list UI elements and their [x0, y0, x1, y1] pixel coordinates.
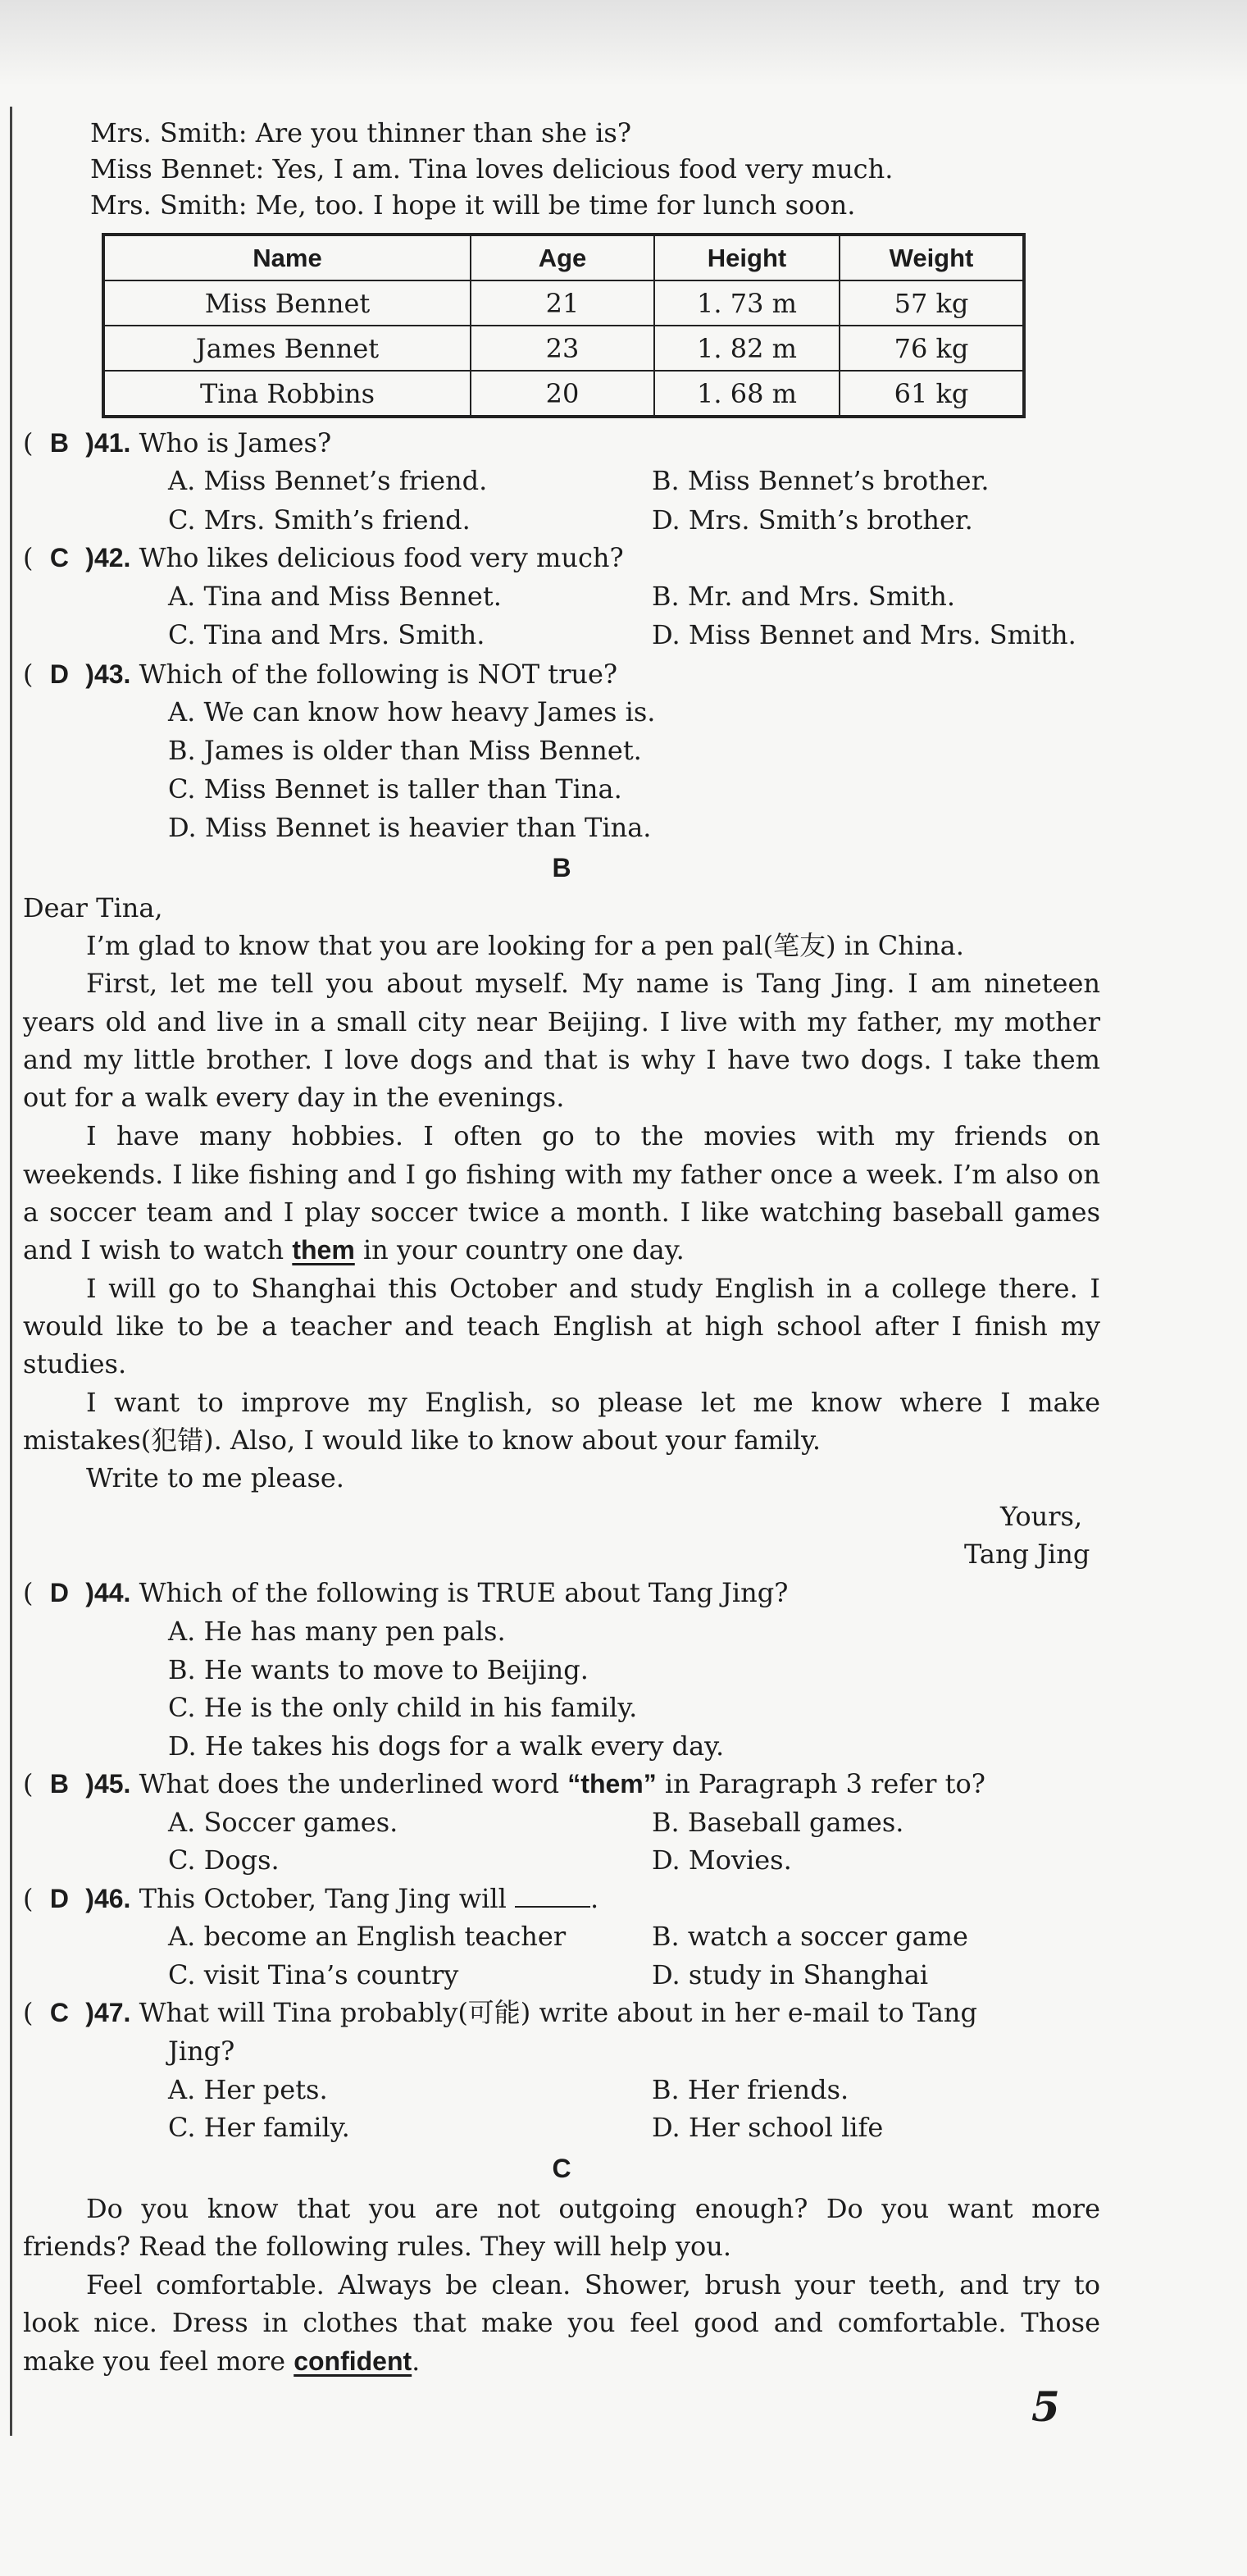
option-b: B. Miss Bennet’s brother. — [652, 465, 990, 496]
dialogue-line-3: Mrs. Smith: Me, too. I hope it will be time for lunch soon. — [90, 189, 856, 221]
option-c: C. Mrs. Smith’s friend. — [168, 504, 471, 536]
option-b: B. Baseball games. — [652, 1807, 904, 1838]
letter-p3-line: I have many hobbies. I often go to the movies with my friends on — [86, 1120, 1100, 1151]
table-header-row — [103, 235, 1024, 280]
letter-p2-line: out for a walk every day in the evenings. — [23, 1082, 565, 1113]
letter-p5-line: I want to improve my English, so please let me know where I make — [86, 1387, 1100, 1418]
option-c: C. Dogs. — [168, 1844, 280, 1876]
question-46: ( D )46. This October, Tang Jing will . — [23, 1883, 599, 1914]
text: in your country one day. — [354, 1234, 685, 1265]
table-cell: 20 — [471, 371, 654, 417]
question-44: ( D )44. Which of the following is TRUE about Tang Jing? — [23, 1577, 789, 1608]
table-header-age: Age — [471, 235, 654, 280]
option-c: C. Her family. — [168, 2112, 350, 2143]
underlined-word-confident: confident — [294, 2346, 412, 2376]
option-a: A. Miss Bennet’s friend. — [168, 465, 488, 496]
underlined-word-them: them — [292, 1235, 355, 1265]
option-b: B. watch a soccer game — [652, 1921, 968, 1952]
question-number: )45. — [85, 1769, 131, 1799]
letter-p2-line: and my little brother. I love dogs and that is why I have two dogs. I take them — [23, 1044, 1100, 1075]
letter-p2-line: years old and live in a small city near Beijing. I live with my father, my mother — [23, 1006, 1100, 1037]
letter-signature: Tang Jing — [964, 1539, 1090, 1570]
question-number: )46. — [85, 1884, 131, 1913]
letter-p3-line: weekends. I like fishing and I go fishing with my father once a week. I’m also on — [23, 1159, 1100, 1190]
question-number: )43. — [85, 659, 131, 689]
option-b: B. He wants to move to Beijing. — [168, 1654, 589, 1685]
table-cell: 23 — [471, 326, 654, 371]
table-row — [103, 371, 1024, 417]
answer-46: D — [49, 1884, 69, 1913]
margin-line — [10, 107, 12, 2436]
question-43: ( D )43. Which of the following is NOT true? — [23, 659, 618, 690]
question-41: ( B )41. Who is James? — [23, 427, 332, 458]
option-a: A. He has many pen pals. — [168, 1616, 506, 1647]
option-b: B. Mr. and Mrs. Smith. — [652, 581, 956, 612]
option-d: D. Miss Bennet is heavier than Tina. — [168, 812, 652, 843]
section-c-heading: C — [552, 2154, 571, 2183]
section-b-heading: B — [552, 853, 571, 882]
page-number: 5 — [1031, 2382, 1060, 2431]
answer-43: D — [49, 659, 69, 689]
answer-47: C — [49, 1998, 69, 2027]
answer-blank — [515, 1881, 590, 1908]
passage-c-p1-line: friends? Read the following rules. They will help you. — [23, 2231, 732, 2262]
option-d: D. He takes his dogs for a walk every day. — [168, 1730, 725, 1762]
option-a: A. Tina and Miss Bennet. — [168, 581, 502, 612]
question-45: ( B )45. What does the underlined word “them” in Paragraph 3 refer to? — [23, 1768, 985, 1799]
passage-c-p2-line: Feel comfortable. Always be clean. Shower, brush your teeth, and try to — [86, 2269, 1100, 2300]
table-cell: 57 kg — [840, 280, 1024, 326]
option-a: A. become an English teacher — [168, 1921, 567, 1952]
letter-closing: Yours, — [1000, 1501, 1083, 1532]
letter-p4-line: I will go to Shanghai this October and study English in a college there. I — [86, 1273, 1100, 1304]
table-cell: 1. 82 m — [654, 326, 840, 371]
letter-p4-line: studies. — [23, 1348, 127, 1379]
question-number: )42. — [85, 543, 131, 572]
letter-paragraph-1: I’m glad to know that you are looking for a pen pal(笔友) in China. — [86, 930, 964, 961]
table-cell: Miss Bennet — [103, 280, 471, 326]
question-text: Who likes delicious food very much? — [139, 542, 624, 573]
answer-41: B — [49, 428, 69, 458]
letter-p6: Write to me please. — [86, 1462, 344, 1493]
option-d: D. Mrs. Smith’s brother. — [652, 504, 973, 536]
question-text: What will Tina probably(可能) write about in her e-mail to Tang — [139, 1997, 977, 2028]
question-text: Which of the following is TRUE about Tang Jing? — [139, 1577, 789, 1608]
passage-c-p2-line — [23, 2343, 420, 2379]
option-a: A. Her pets. — [168, 2074, 328, 2105]
answer-45: B — [49, 1769, 69, 1799]
question-text: Who is James? — [139, 427, 332, 458]
option-c: C. Miss Bennet is taller than Tina. — [168, 773, 622, 805]
top-shadow — [0, 0, 1247, 86]
question-text: This October, Tang Jing will — [139, 1883, 507, 1914]
question-text-continued: Jing? — [168, 2036, 235, 2067]
option-d: D. Miss Bennet and Mrs. Smith. — [652, 619, 1076, 650]
option-b: B. James is older than Miss Bennet. — [168, 735, 642, 766]
question-text: Which of the following is NOT true? — [139, 659, 618, 690]
option-c: C. He is the only child in his family. — [168, 1692, 638, 1723]
table-cell: 1. 73 m — [654, 280, 840, 326]
letter-p4-line: would like to be a teacher and teach English at high school after I finish my — [23, 1311, 1100, 1342]
question-number: )44. — [85, 1578, 131, 1607]
text: make you feel more — [23, 2346, 294, 2377]
table-cell: 1. 68 m — [654, 371, 840, 417]
option-d: D. Movies. — [652, 1844, 792, 1876]
option-d: D. study in Shanghai — [652, 1959, 929, 1990]
table-cell: 76 kg — [840, 326, 1024, 371]
passage-c-p2-line: look nice. Dress in clothes that make you feel good and comfortable. Those — [23, 2307, 1100, 2338]
option-b: B. Her friends. — [652, 2074, 849, 2105]
question-number: )47. — [85, 1998, 131, 2027]
letter-p3-line — [23, 1232, 685, 1268]
table-header-height: Height — [654, 235, 840, 280]
table-cell: James Bennet — [103, 326, 471, 371]
letter-greeting: Dear Tina, — [23, 892, 163, 923]
question-number: )41. — [85, 428, 131, 458]
dialogue-line-2: Miss Bennet: Yes, I am. Tina loves delicious food very much. — [90, 153, 894, 185]
option-a: A. We can know how heavy James is. — [168, 696, 656, 727]
table-header-name: Name — [103, 235, 471, 280]
table-cell: Tina Robbins — [103, 371, 471, 417]
dialogue-line-1: Mrs. Smith: Are you thinner than she is? — [90, 117, 631, 148]
answer-44: D — [49, 1578, 69, 1607]
option-a: A. Soccer games. — [168, 1807, 398, 1838]
table-cell: 61 kg — [840, 371, 1024, 417]
answer-42: C — [49, 543, 69, 572]
question-keyword: “them” — [567, 1769, 657, 1799]
question-42: ( C )42. Who likes delicious food very much? — [23, 542, 624, 573]
table-row — [103, 280, 1024, 326]
text: . — [412, 2346, 421, 2377]
text: and I wish to watch — [23, 1234, 293, 1265]
option-c: C. visit Tina’s country — [168, 1959, 459, 1990]
question-47: ( C )47. What will Tina probably(可能) write about in her e-mail to Tang — [23, 1997, 977, 2028]
table-header-weight: Weight — [840, 235, 1024, 280]
table-row — [103, 326, 1024, 371]
question-text: What does the underlined word — [139, 1768, 568, 1799]
letter-p3-line: a soccer team and I play soccer twice a month. I like watching baseball games — [23, 1197, 1100, 1228]
question-text: in Paragraph 3 refer to? — [656, 1768, 985, 1799]
option-c: C. Tina and Mrs. Smith. — [168, 619, 485, 650]
letter-p2-line: First, let me tell you about myself. My name is Tang Jing. I am nineteen — [86, 968, 1100, 999]
table-cell: 21 — [471, 280, 654, 326]
passage-c-p1-line: Do you know that you are not outgoing enough? Do you want more — [86, 2193, 1100, 2224]
data-table — [102, 233, 1026, 418]
option-d: D. Her school life — [652, 2112, 884, 2143]
letter-p5-line: mistakes(犯错). Also, I would like to know about your family. — [23, 1425, 821, 1456]
